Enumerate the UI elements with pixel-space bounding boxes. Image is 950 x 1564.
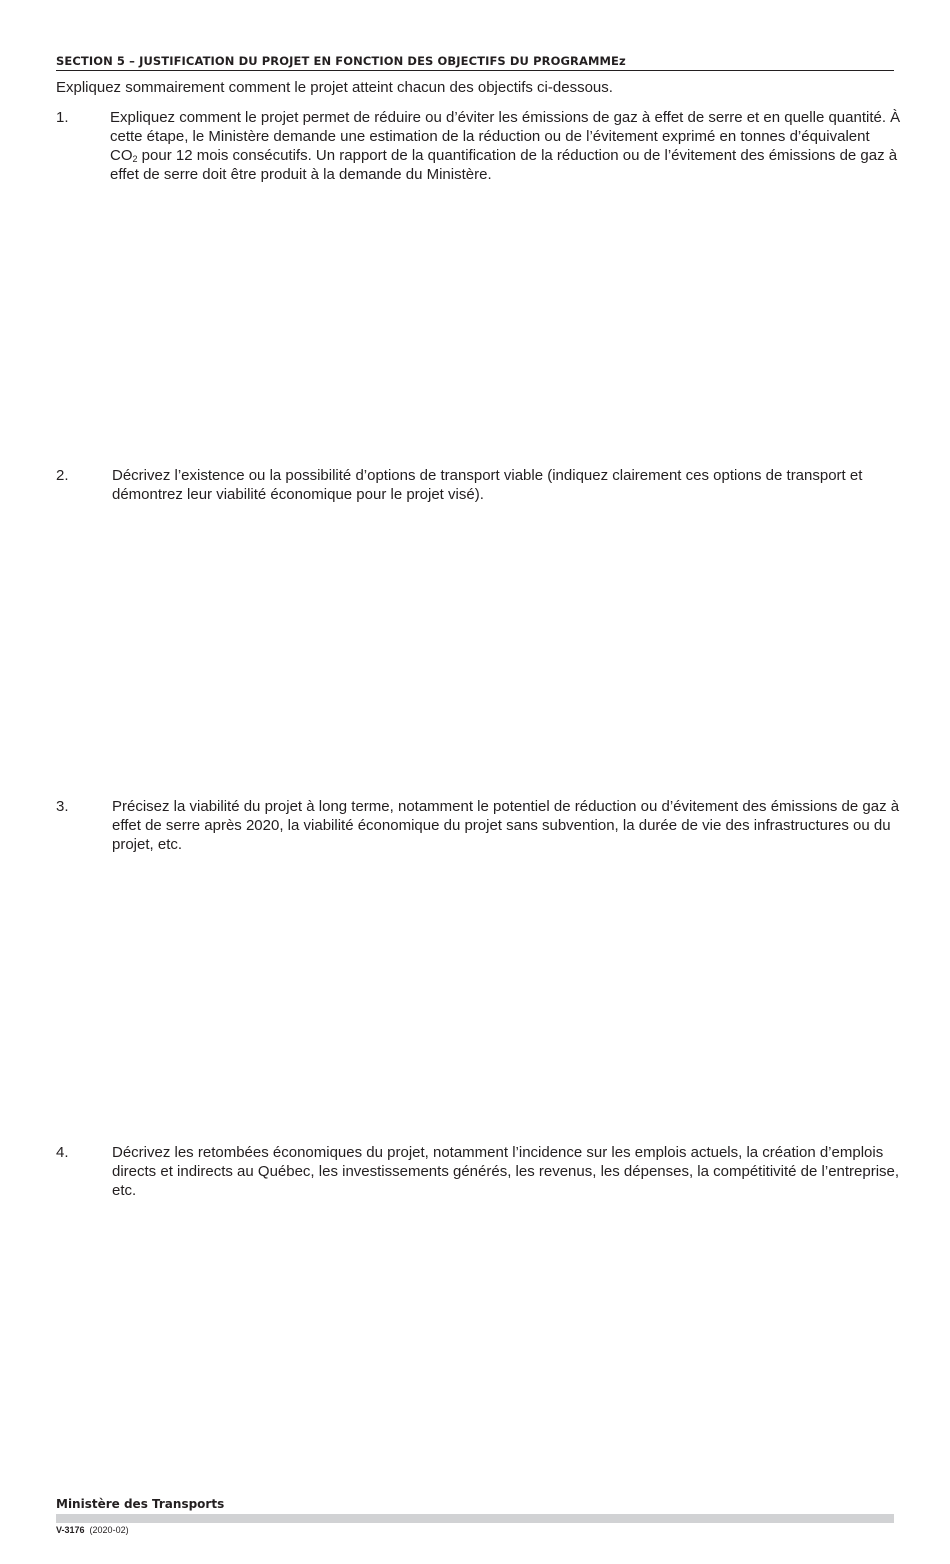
question-number: 3.: [56, 798, 69, 815]
question-1: [56, 108, 901, 184]
question-text: Décrivez l’existence ou la possibilité d’options de transport viable (indiquez clairement ces options de transport et démontrez leur viabilité économique pour le projet visé).: [112, 467, 863, 503]
question-number: 1.: [56, 109, 69, 126]
form-code: V-3176: [56, 1525, 85, 1535]
question-2: [56, 466, 901, 504]
question-text: Décrivez les retombées économiques du projet, notamment l’incidence sur les emplois actuels, la création d’emplois directs et indirects au Québec, les investissements générés, les revenus, les dépenses, la compétitivité de l’entreprise, etc.: [112, 1144, 900, 1199]
question-text: Précisez la viabilité du projet à long terme, notamment le potentiel de réduction ou d’évitement des émissions de gaz à effet de serre après 2020, la viabilité économique du projet sans subvention, la durée de vie des infrastructures ou du projet, etc.: [112, 798, 900, 853]
intro-text: Expliquez sommairement comment le projet atteint chacun des objectifs ci-dessous.: [56, 79, 613, 96]
question-text-part: pour 12 mois consécutifs. Un rapport de la quantification de la réduction ou de l’évitement des émissions de gaz à effet de serre doit être produit à la demande du Ministère.: [110, 147, 898, 183]
co2-subscript: 2: [132, 154, 138, 164]
question-number: 2.: [56, 467, 69, 484]
question-text-part: Expliquez comment le projet permet de réduire ou d’éviter les émissions de gaz à effet de serre et en quelle quantité. À cette étape, le Ministère demande une estimation de la réduction ou de l’évitement exprimé en tonnes d’équivalent CO: [110, 109, 901, 164]
footer-divider-bar: [56, 1514, 894, 1523]
question-number: 4.: [56, 1144, 69, 1161]
footer-organization: Ministère des Transports: [56, 1497, 225, 1511]
form-date: (2020-02): [89, 1525, 129, 1535]
question-3: [56, 797, 901, 854]
section-title: SECTION 5 – JUSTIFICATION DU PROJET EN FONCTION DES OBJECTIFS DU PROGRAMMEz: [56, 53, 894, 71]
footer-form-code: [56, 1524, 129, 1536]
question-4: [56, 1143, 901, 1200]
question-text: [110, 108, 901, 184]
